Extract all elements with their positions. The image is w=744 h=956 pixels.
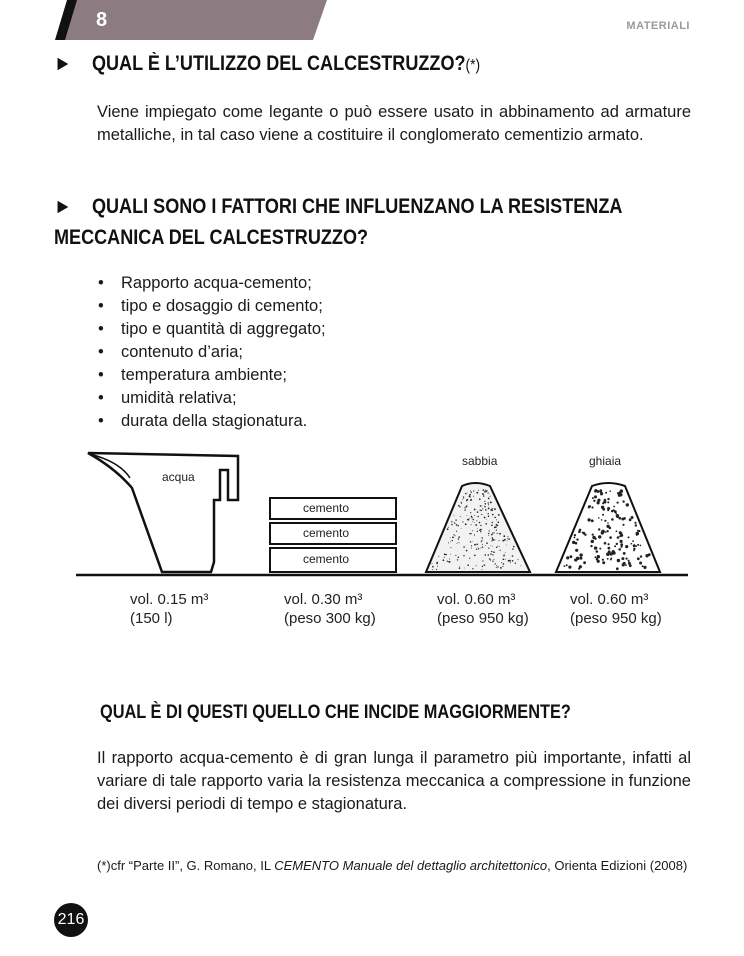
sabbia-label: sabbia [462,454,498,468]
question-1-answer: Viene impiegato come legante o può essere usato in abbinamento ad armature metalliche, in tal caso viene a costituire il conglomerato cementizio armato. [97,103,691,144]
sand-pile-icon [426,483,530,572]
chapter-number: 8 [96,9,108,31]
list-item: • umidità relativa; [98,387,326,410]
volume-label-sand: vol. 0.60 m³ (peso 950 kg) [437,591,529,627]
footnote: (*)cfr “Parte II”, G. Romano, IL CEMENTO Manuale del dettaglio architettonico, Orienta Edizioni (2008) [97,858,688,873]
page-number: 216 [54,903,88,937]
question-2-title-line2: MECCANICA DEL CALCESTRUZZO? [54,226,369,249]
cement-layer-label: cemento [303,526,350,540]
volume-label-gravel: vol. 0.60 m³ (peso 950 kg) [570,591,662,627]
question-1-heading [54,52,480,76]
question-2-title-line1: QUALI SONO I FATTORI CHE INFLUENZANO LA RESISTENZA [91,195,623,218]
cement-layer-label: cemento [303,552,350,566]
factors-list [98,272,326,433]
question-3-title: QUAL È DI QUESTI QUELLO CHE INCIDE MAGGIORMENTE? [100,702,571,723]
acqua-label: acqua [162,470,195,484]
footnote-marker: (*) [465,57,481,74]
list-item: • durata della stagionatura. [98,410,326,433]
volume-label-cement: vol. 0.30 m³ (peso 300 kg) [284,591,376,627]
volume-label-water: vol. 0.15 m³ (150 l) [130,591,209,627]
question-2-heading-line1 [54,195,622,219]
ghiaia-label: ghiaia [589,454,622,468]
list-item: • temperatura ambiente; [98,364,326,387]
list-item: • tipo e quantità di aggregato; [98,318,326,341]
section-name: MATERIALI [626,20,690,32]
list-item: • tipo e dosaggio di cemento; [98,295,326,318]
mix-proportions-illustration [70,448,690,638]
question-1-title: QUAL È L’UTILIZZO DEL CALCESTRUZZO? [91,52,466,75]
arrow-icon: ► [54,52,72,75]
question-3-answer: Il rapporto acqua-cemento è di gran lunga il parametro più importante, infatti al variare di tale rapporto varia la resistenza meccanica a compressione in funzione dei diversi periodi di tempo e stagionatura. [97,749,691,813]
arrow-icon: ► [54,195,72,218]
cement-layer-label: cemento [303,501,350,515]
list-item: • Rapporto acqua-cemento; [98,272,326,295]
list-item: • contenuto d’aria; [98,341,326,364]
